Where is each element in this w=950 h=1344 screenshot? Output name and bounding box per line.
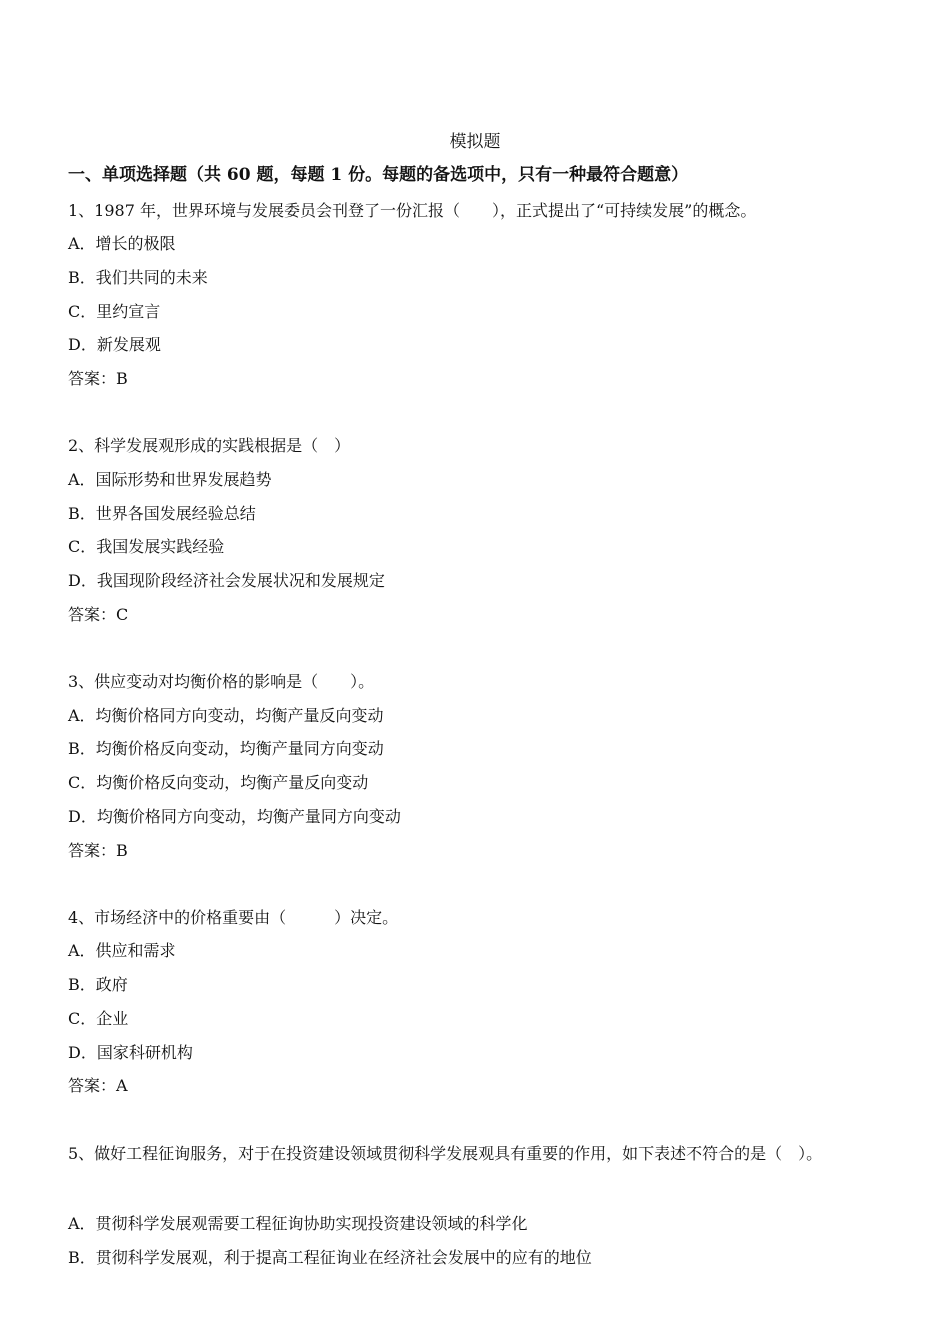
question-stem: 5、做好工程征询服务，对于在投资建设领域贯彻科学发展观具有重要的作用，如下表述不符合的是（ ）。	[68, 1144, 823, 1163]
option-d: D．国家科研机构	[68, 1043, 193, 1062]
question-stem: 4、市场经济中的价格重要由（ ）决定。	[68, 908, 399, 927]
option-b: B．世界各国发展经验总结	[68, 504, 256, 523]
option-b: B．均衡价格反向变动，均衡产量同方向变动	[68, 739, 384, 758]
question-stem: 2、科学发展观形成的实践根据是（ ）	[68, 436, 351, 455]
option-b: B．贯彻科学发展观，利于提高工程征询业在经济社会发展中的应有的地位	[68, 1248, 592, 1267]
page-title: 模拟题	[449, 132, 501, 152]
option-d: D．我国现阶段经济社会发展状况和发展规定	[68, 571, 385, 590]
answer: 答案：B	[68, 841, 128, 860]
section-heading: 一、单项选择题（共 60 题，每题 1 份。每题的备选项中，只有一种最符合题意）	[68, 165, 689, 185]
option-b: B．我们共同的未来	[68, 268, 208, 287]
question-stem: 1、1987 年，世界环境与发展委员会刊登了一份汇报（ ），正式提出了“可持续发展”的概念。	[68, 201, 757, 220]
option-a: A．国际形势和世界发展趋势	[68, 470, 272, 489]
option-a: A．供应和需求	[68, 941, 176, 960]
answer: 答案：C	[68, 605, 129, 624]
option-c: C．均衡价格反向变动，均衡产量反向变动	[68, 773, 369, 792]
option-c: C．里约宣言	[68, 302, 161, 321]
option-d: D．新发展观	[68, 335, 161, 354]
option-a: A．均衡价格同方向变动，均衡产量反向变动	[68, 706, 384, 725]
question-stem: 3、供应变动对均衡价格的影响是（ ）。	[68, 672, 375, 691]
answer: 答案：A	[68, 1076, 128, 1095]
option-d: D．均衡价格同方向变动，均衡产量同方向变动	[68, 807, 401, 826]
option-c: C．企业	[68, 1009, 129, 1028]
option-a: A．贯彻科学发展观需要工程征询协助实现投资建设领域的科学化	[68, 1214, 528, 1233]
option-c: C．我国发展实践经验	[68, 537, 225, 556]
option-a: A．增长的极限	[68, 234, 176, 253]
option-b: B．政府	[68, 975, 128, 994]
answer: 答案：B	[68, 369, 128, 388]
